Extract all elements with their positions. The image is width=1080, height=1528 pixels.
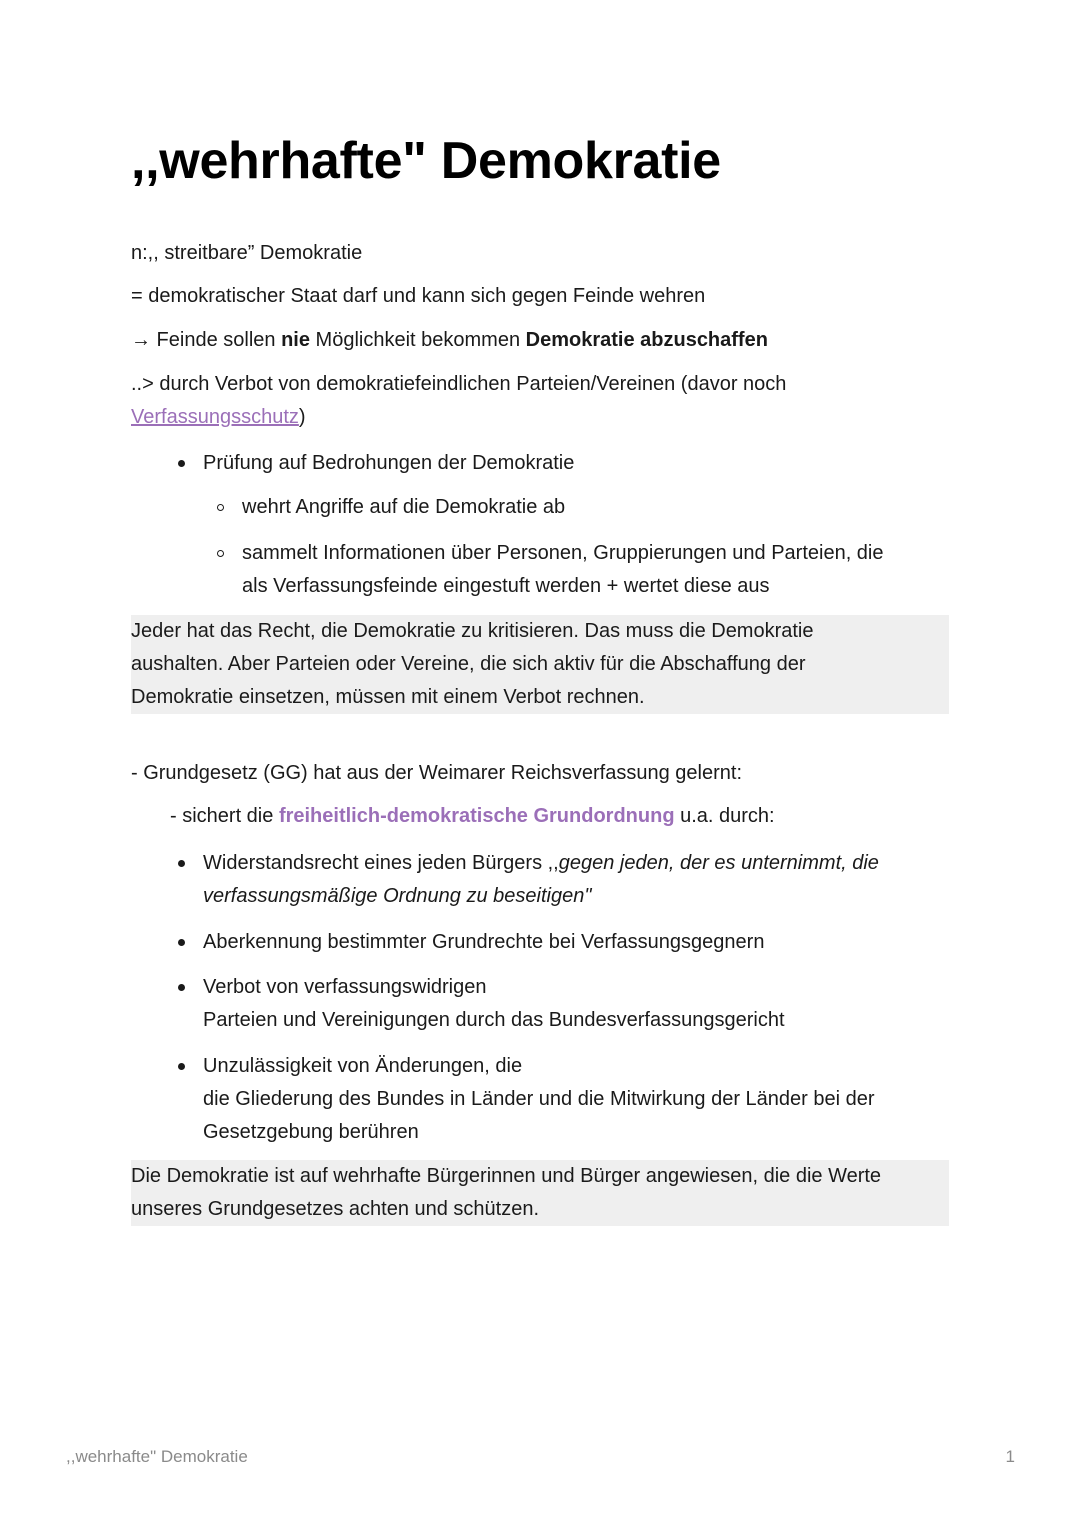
bullet-ring — [217, 550, 224, 557]
page-number: 1 — [1005, 1447, 1015, 1466]
bullet-dot — [178, 984, 185, 991]
bullet-ring — [217, 504, 224, 511]
list-item-pruefung: Prüfung auf Bedrohungen der Demokratie — [203, 452, 575, 474]
callout-line: unseres Grundgesetzes achten und schützen. — [131, 1198, 540, 1220]
widerstandsrecht-quote-cont: verfassungsmäßige Ordnung zu beseitigen" — [203, 885, 592, 907]
list-item-unzulaessigkeit-cont: Gesetzgebung berühren — [203, 1121, 419, 1143]
list-item-verbot: Verbot von verfassungswidrigen — [203, 976, 487, 998]
bullet-dot — [178, 1063, 185, 1070]
list-item-verbot-cont: Parteien und Vereinigungen durch das Bundesverfassungsgericht — [203, 1009, 785, 1031]
goal-text-bold: Demokratie abzuschaffen — [525, 329, 768, 351]
callout-citizens — [131, 1160, 949, 1226]
sublist-item-informationen-cont: als Verfassungsfeinde eingestuft werden + wertet diese aus — [242, 575, 770, 597]
bullet-dot — [178, 460, 185, 467]
goal-line — [131, 324, 768, 357]
list-item-aberkennung: Aberkennung bestimmter Grundrechte bei Verfassungsgegnern — [203, 931, 765, 953]
ban-line: ..> durch Verbot von demokratiefeindlichen Parteien/Vereinen (davor noch — [131, 373, 787, 395]
grundgesetz-line: - Grundgesetz (GG) hat aus der Weimarer Reichsverfassung gelernt: — [131, 762, 742, 784]
grundordnung-text-1: - sichert die — [170, 805, 279, 827]
bullet-dot — [178, 860, 185, 867]
callout-criticism — [131, 615, 949, 714]
callout-line: Demokratie einsetzen, müssen mit einem Verbot rechnen. — [131, 686, 645, 708]
sublist-item-informationen: sammelt Informationen über Personen, Gruppierungen und Parteien, die — [242, 542, 884, 564]
callout-line: Die Demokratie ist auf wehrhafte Bürgerinnen und Bürger angewiesen, die die Werte — [131, 1165, 882, 1187]
widerstandsrecht-quote: gegen jeden, der es unternimmt, die — [558, 852, 879, 874]
bullet-dot — [178, 939, 185, 946]
page-title: ,,wehrhafte" Demokratie — [131, 132, 721, 190]
closing-paren: ) — [298, 406, 306, 428]
list-item-widerstandsrecht-cont — [203, 880, 591, 913]
verfassungsschutz-link[interactable]: Verfassungsschutz — [131, 406, 299, 428]
grundordnung-text-2: u.a. durch: — [674, 805, 775, 827]
list-item-unzulaessigkeit-cont: die Gliederung des Bundes in Länder und die Mitwirkung der Länder bei der — [203, 1088, 875, 1110]
sublist-item-abwehr: wehrt Angriffe auf die Demokratie ab — [242, 496, 566, 518]
footer-title: ,,wehrhafte" Demokratie — [66, 1447, 248, 1466]
list-item-unzulaessigkeit: Unzulässigkeit von Änderungen, die — [203, 1055, 523, 1077]
definition-line: = demokratischer Staat darf und kann sich gegen Feinde wehren — [131, 285, 706, 307]
ban-line-continued — [131, 401, 306, 434]
list-item-widerstandsrecht — [203, 847, 879, 880]
goal-text-2: Möglichkeit bekommen — [309, 329, 526, 351]
callout-line: Jeder hat das Recht, die Demokratie zu kritisieren. Das muss die Demokratie — [131, 620, 814, 642]
goal-text-nie: nie — [281, 329, 310, 351]
goal-text-1: → Feinde sollen — [131, 329, 282, 351]
grundordnung-line — [170, 800, 775, 833]
callout-line: aushalten. Aber Parteien oder Vereine, die sich aktiv für die Abschaffung der — [131, 653, 806, 675]
alt-name-line: n:,, streitbare” Demokratie — [131, 242, 363, 264]
grundordnung-highlight: freiheitlich-demokratische Grundordnung — [278, 805, 675, 827]
widerstandsrecht-text: Widerstandsrecht eines jeden Bürgers ,, — [203, 852, 559, 874]
